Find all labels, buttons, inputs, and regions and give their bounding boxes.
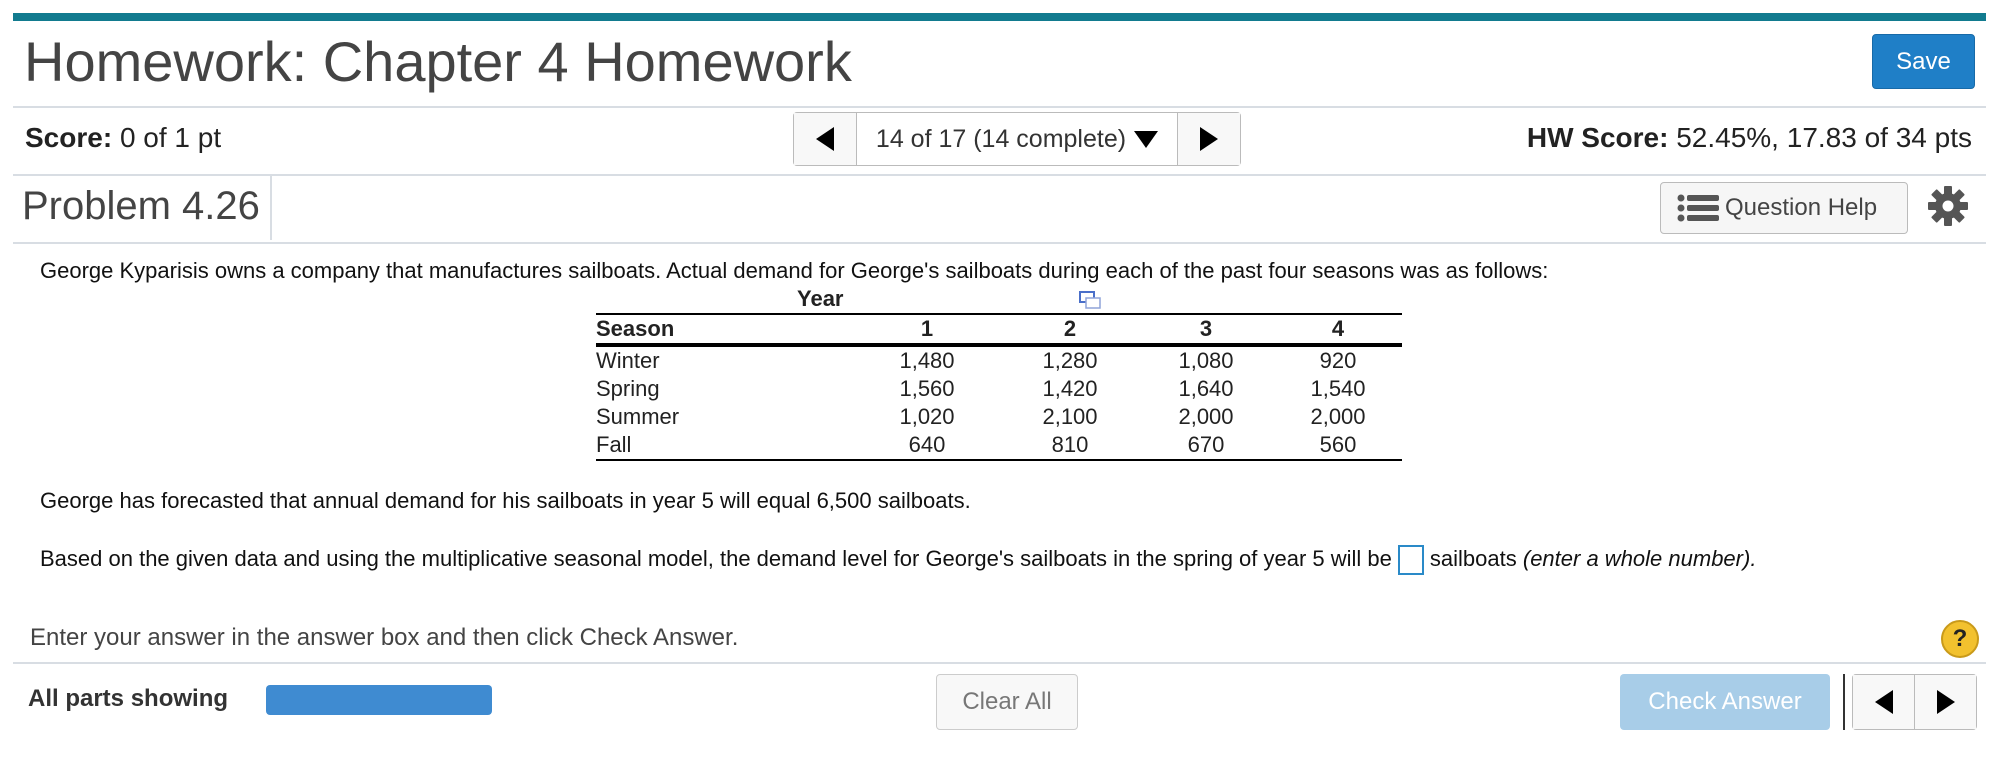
table-row — [596, 403, 1402, 431]
check-answer-button[interactable]: Check Answer — [1620, 674, 1830, 730]
divider — [1843, 674, 1845, 730]
divider — [13, 174, 1986, 176]
problem-title: Problem 4.26 — [22, 184, 260, 228]
question-help-button[interactable] — [1660, 182, 1908, 234]
previous-button[interactable] — [1853, 675, 1914, 729]
divider — [13, 242, 1986, 244]
table-cell: 1,280 — [1042, 348, 1098, 373]
table-row — [596, 375, 1402, 403]
save-button[interactable]: Save — [1872, 34, 1975, 89]
top-accent-bar — [13, 13, 1986, 21]
question-navigator — [793, 112, 1241, 166]
page-title: Homework: Chapter 4 Homework — [24, 30, 852, 93]
gear-icon[interactable] — [1928, 186, 1968, 226]
column-header: 4 — [1331, 316, 1345, 341]
next-button[interactable] — [1914, 675, 1976, 729]
prompt-unit: sailboats — [1429, 546, 1517, 571]
table-cell: 640 — [908, 432, 946, 457]
question-prompt — [40, 542, 1756, 576]
next-question-button[interactable] — [1178, 113, 1240, 165]
column-header: 1 — [920, 316, 934, 341]
parts-label: All parts showing — [28, 685, 229, 712]
demand-table — [596, 313, 1402, 461]
table-cell: 670 — [1187, 432, 1225, 457]
table-cell: 2,000 — [1310, 404, 1366, 429]
question-position: 14 of 17 (14 complete) — [875, 124, 1127, 153]
triangle-left-icon — [816, 127, 834, 151]
prompt-hint: (enter a whole number). — [1522, 546, 1757, 571]
copy-table-icon[interactable] — [1079, 291, 1101, 309]
score — [25, 122, 221, 154]
triangle-down-icon — [1134, 131, 1158, 148]
question-selector[interactable] — [856, 113, 1178, 165]
table-cell: 1,640 — [1178, 376, 1234, 401]
table-cell: 810 — [1051, 432, 1089, 457]
table-cell: Spring — [596, 376, 660, 401]
triangle-right-icon — [1200, 127, 1218, 151]
column-header: 3 — [1199, 316, 1213, 341]
forecast-text: George has forecasted that annual demand for his sailboats in year 5 will equal 6,500 sailboats. — [40, 488, 971, 513]
hw-score — [1527, 122, 1972, 154]
triangle-right-icon — [1937, 690, 1955, 714]
year-label: Year — [797, 286, 844, 311]
table-cell: 1,080 — [1178, 348, 1234, 373]
divider — [13, 106, 1986, 108]
divider — [270, 176, 272, 240]
table-row — [596, 345, 1402, 375]
table-cell: Summer — [596, 404, 680, 429]
table-cell: 560 — [1319, 432, 1357, 457]
triangle-left-icon — [1875, 690, 1893, 714]
answer-input[interactable] — [1398, 545, 1424, 575]
table-cell: 1,560 — [899, 376, 955, 401]
table-row — [596, 431, 1402, 460]
table-cell: 1,480 — [899, 348, 955, 373]
parts-progress-bar — [266, 685, 492, 715]
column-header: 2 — [1063, 316, 1077, 341]
question-intro: George Kyparisis owns a company that manufactures sailboats. Actual demand for George's sailboats during each of the past four seasons was as follows: — [40, 258, 1549, 283]
clear-all-button[interactable]: Clear All — [936, 674, 1078, 730]
score-value: 0 of 1 pt — [119, 122, 222, 153]
table-cell: Winter — [596, 348, 660, 373]
table-cell: Fall — [596, 432, 632, 457]
table-cell: 1,420 — [1042, 376, 1098, 401]
table-cell: 1,540 — [1310, 376, 1366, 401]
column-header: Season — [596, 316, 675, 341]
help-icon[interactable]: ? — [1941, 620, 1979, 658]
table-cell: 1,020 — [899, 404, 955, 429]
question-help-label: Question Help — [1725, 194, 1878, 221]
divider — [13, 662, 1986, 664]
table-cell: 2,100 — [1042, 404, 1098, 429]
score-label: Score: — [25, 122, 113, 153]
instruction-text: Enter your answer in the answer box and then click Check Answer. — [30, 624, 739, 651]
prompt-text: Based on the given data and using the multiplicative seasonal model, the demand level for George's sailboats in the spring of year 5 will be — [40, 546, 1392, 571]
hw-score-value: 52.45%, 17.83 of 34 pts — [1676, 122, 1972, 153]
hw-score-label: HW Score: — [1526, 122, 1669, 153]
previous-question-button[interactable] — [794, 113, 856, 165]
table-cell: 2,000 — [1178, 404, 1234, 429]
table-cell: 920 — [1319, 348, 1357, 373]
table-header-row — [596, 314, 1402, 345]
bottom-navigator — [1852, 674, 1977, 730]
list-icon — [1677, 194, 1719, 222]
